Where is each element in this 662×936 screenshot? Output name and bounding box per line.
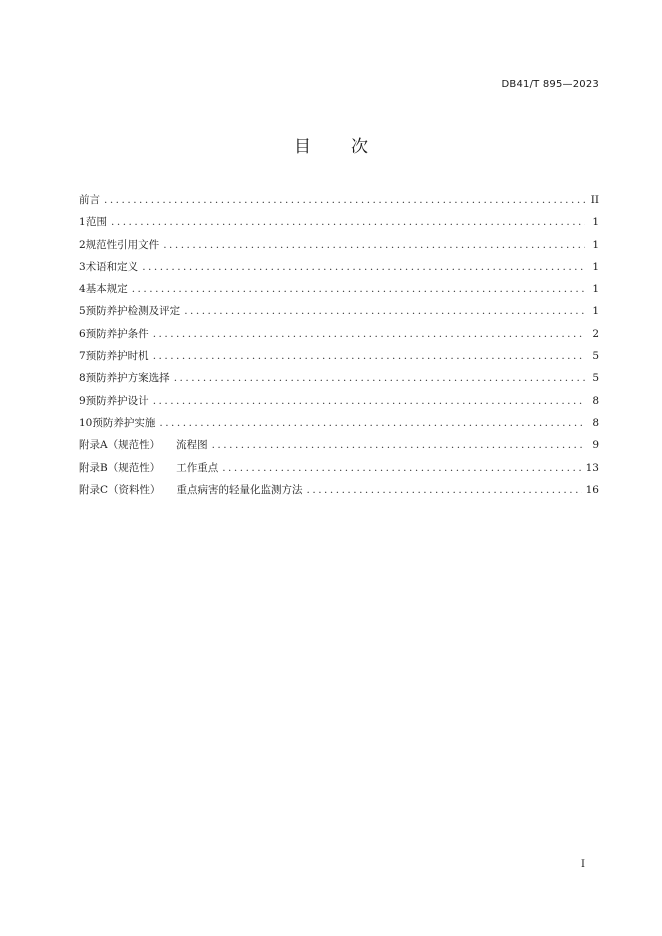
toc-entry-1[interactable] — [79, 214, 599, 236]
toc-page: 1 — [592, 305, 599, 318]
table-of-contents — [79, 192, 599, 504]
toc-page: II — [590, 194, 599, 206]
page-title — [0, 132, 662, 157]
toc-entry-10[interactable] — [79, 415, 599, 437]
toc-leader — [132, 283, 585, 295]
toc-leader — [174, 372, 585, 384]
toc-label: 预防养护设计 — [85, 394, 149, 407]
document-code: DB41/T 895—2023 — [501, 79, 599, 90]
toc-leader — [222, 462, 581, 474]
title-char-2: 次 — [351, 137, 368, 157]
toc-page: 5 — [592, 350, 599, 363]
toc-label: 预防养护实施 — [92, 416, 156, 429]
toc-entry-6[interactable] — [79, 326, 599, 348]
toc-label: 重点病害的轻量化监测方法 — [176, 483, 303, 496]
toc-page: 8 — [592, 416, 599, 429]
toc-entry-7[interactable] — [79, 348, 599, 370]
toc-leader — [111, 216, 585, 228]
toc-number: 9 — [79, 394, 86, 407]
toc-number: 7 — [79, 350, 86, 363]
toc-page: 1 — [592, 260, 599, 273]
toc-entry-appendix-c[interactable] — [79, 482, 599, 504]
toc-label: 流程图 — [176, 439, 208, 452]
toc-leader — [153, 328, 585, 340]
toc-number: 10 — [79, 416, 93, 429]
toc-leader — [307, 484, 582, 496]
toc-entry-4[interactable] — [79, 281, 599, 303]
toc-label: 前言 — [79, 194, 100, 206]
toc-page: 1 — [592, 238, 599, 251]
toc-entry-9[interactable] — [79, 393, 599, 415]
toc-number: 6 — [79, 327, 86, 340]
toc-label: 范围 — [86, 216, 108, 229]
toc-label: 基本规定 — [85, 283, 128, 296]
toc-label: 规范性引用文件 — [85, 238, 160, 251]
title-char-1: 目 — [294, 137, 311, 157]
toc-page: 2 — [592, 327, 599, 340]
toc-page: 16 — [585, 483, 599, 496]
toc-leader — [142, 261, 585, 273]
toc-entry-3[interactable] — [79, 259, 599, 281]
toc-number: 2 — [79, 238, 86, 251]
toc-label: 预防养护检测及评定 — [85, 305, 181, 318]
toc-leader — [159, 417, 585, 429]
toc-label: 工作重点 — [176, 461, 219, 474]
toc-appendix-prefix: 附录B（规范性） — [79, 461, 161, 474]
toc-leader — [153, 350, 585, 362]
toc-leader — [104, 194, 585, 206]
toc-entry-appendix-b[interactable] — [79, 460, 599, 482]
toc-entry-2[interactable] — [79, 237, 599, 259]
toc-label: 术语和定义 — [85, 260, 139, 273]
toc-label: 预防养护条件 — [85, 327, 149, 340]
toc-number: 4 — [79, 283, 86, 296]
toc-page: 1 — [592, 283, 599, 296]
toc-entry-5[interactable] — [79, 303, 599, 325]
toc-appendix-prefix: 附录C（资料性） — [79, 483, 161, 496]
toc-label: 预防养护时机 — [85, 350, 149, 363]
toc-leader — [212, 439, 585, 451]
toc-number: 5 — [79, 305, 86, 318]
toc-entry-appendix-a[interactable] — [79, 437, 599, 459]
toc-appendix-prefix: 附录A（规范性） — [79, 439, 161, 452]
toc-leader — [153, 395, 585, 407]
toc-label: 预防养护方案选择 — [85, 372, 170, 385]
toc-page: 5 — [592, 372, 599, 385]
toc-number: 8 — [79, 372, 86, 385]
toc-number: 3 — [79, 260, 86, 273]
toc-leader — [184, 305, 585, 317]
toc-entry-8[interactable] — [79, 370, 599, 392]
toc-entry-preface[interactable] — [79, 192, 599, 214]
toc-number: 1 — [79, 216, 86, 229]
toc-leader — [163, 239, 585, 251]
page-number: I — [581, 859, 585, 870]
toc-page: 13 — [585, 461, 599, 474]
toc-page: 8 — [592, 394, 599, 407]
toc-page: 1 — [592, 216, 599, 229]
toc-page: 9 — [592, 439, 599, 452]
